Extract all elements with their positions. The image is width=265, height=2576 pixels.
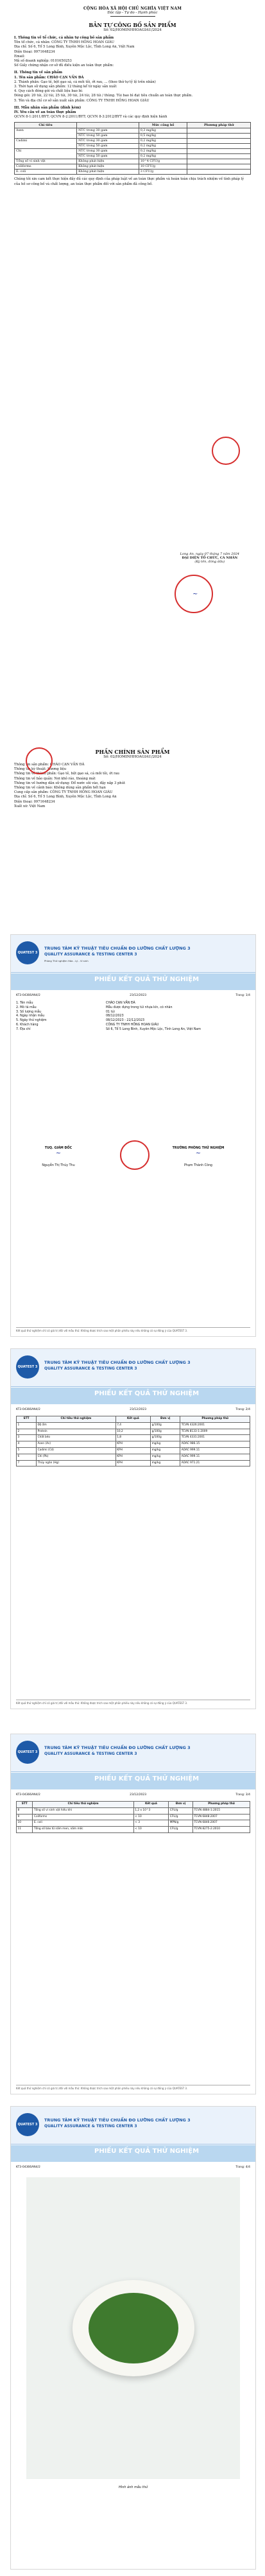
org-line2: QUALITY ASSURANCE & TESTING CENTER 3 xyxy=(44,1366,137,1371)
field-value: CÔNG TY TNHH HỒNG HOAN GIÀU xyxy=(106,1023,159,1027)
results-cell: 11 xyxy=(17,1827,33,1833)
spec-cell: 3 CFU/g xyxy=(139,170,187,175)
report-meta xyxy=(16,1793,250,1797)
spec-cell: 10 CFU/g xyxy=(139,164,187,170)
results-cell: 1 xyxy=(17,1422,37,1429)
results-cell: KPH xyxy=(115,1454,150,1460)
spec-cell: 0,3 mg/kg xyxy=(139,128,187,134)
spec-cell: NTC trong 30 gam xyxy=(77,149,139,154)
product-info-line: Điện thoại: 0971648234 xyxy=(14,799,55,804)
report-meta xyxy=(16,1408,250,1411)
field-label: 5. Ngày thử nghiệm xyxy=(16,1019,47,1023)
report-footer: Kết quả thử nghiệm chỉ có giá trị đối với mẫu thử. Không được trích sao một phần phiếu này nếu không có sự đồng ý của QUATEST 3. xyxy=(16,2085,250,2090)
report-date: 23/12/2023 xyxy=(130,994,147,997)
spec-cell: NTC trong 50 gam xyxy=(77,134,139,139)
photo-caption: Hình ảnh mẫu thử xyxy=(118,2485,148,2489)
section-ii: II. Thông tin về sản phẩm xyxy=(14,71,62,75)
spec-row xyxy=(15,149,251,154)
product-info-line: Thông tin về hướng dẫn sử dụng: Đổ nước sôi vào, đậy nắp 3 phút xyxy=(14,781,126,785)
spec-cell xyxy=(187,128,251,134)
spec-cell: Không phát hiện xyxy=(77,159,139,164)
field-label: 1. Tên mẫu xyxy=(16,1002,33,1005)
national-header: CỘNG HÒA XÃ HỘI CHỦ NGHĨA VIỆT NAM xyxy=(83,6,182,11)
results-cell: KPH xyxy=(115,1441,150,1448)
results-header: STT xyxy=(17,1416,37,1423)
results-row xyxy=(17,1422,250,1429)
report-meta xyxy=(16,2166,250,2169)
spec-cell: NTC trong 50 gam xyxy=(77,154,139,159)
org-line1: TRUNG TÂM KỸ THUẬT TIÊU CHUẨN ĐO LƯỜNG CHẤT LƯỢNG 3 xyxy=(44,2118,191,2123)
spec-header: Mức công bố xyxy=(139,123,187,128)
report-header xyxy=(11,935,255,973)
org-line2: QUALITY ASSURANCE & TESTING CENTER 3 xyxy=(44,1752,137,1756)
results-cell: CFU/g xyxy=(169,1814,193,1820)
signer-sub: (Ký tên, đóng dấu) xyxy=(194,560,225,564)
results-header: Phương pháp thử xyxy=(180,1416,250,1423)
spec-cell: NTC trong 30 gam xyxy=(77,128,139,134)
results-cell: E. coli xyxy=(33,1820,133,1827)
lab-seal xyxy=(120,1140,150,1170)
field-value: 01 túi xyxy=(106,1010,115,1014)
results-cell: < 10 xyxy=(133,1814,168,1820)
org-line1: TRUNG TÂM KỸ THUẬT TIÊU CHUẨN ĐO LƯỜNG CHẤT LƯỢNG 3 xyxy=(44,1360,191,1365)
spec-row xyxy=(15,170,251,175)
cert-no: Số Giấy chứng nhận cơ sở đủ điều kiện an toàn thực phẩm: xyxy=(14,64,114,68)
origin: 5. Tên và địa chỉ cơ sở sản xuất sản phẩm: CÔNG TY TNHH HỒNG HOAN GIÀU xyxy=(14,98,150,103)
signature: ~ xyxy=(192,591,198,598)
product-info-title: PHẦN CHÍNH SẢN PHẨM xyxy=(95,749,170,755)
spec-group: Chì xyxy=(15,149,77,159)
field-label: 4. Ngày nhận mẫu xyxy=(16,1014,45,1018)
report-no: KT3-04366AN4/2 xyxy=(16,2166,40,2169)
report-no: KT3-04366AN4/2 xyxy=(16,994,40,997)
spec-cell xyxy=(187,149,251,154)
product-info-line: Thông tin về bảo quản: Nơi khô ráo, thoáng mát xyxy=(14,776,96,781)
results-cell: Asen (As) xyxy=(37,1441,116,1448)
field-value: 08/12/2023 - 22/12/2023 xyxy=(106,1019,145,1023)
results-cell: < 3 xyxy=(133,1820,168,1827)
right-sign-name: Phạm Thành Công xyxy=(184,1164,212,1167)
seal-small xyxy=(26,747,53,774)
spec-cell xyxy=(187,170,251,175)
document-number: Số: 02/HOMINHHOAGIAU/2024 xyxy=(103,28,162,32)
results-cell: 7,4 xyxy=(115,1422,150,1429)
spec-table xyxy=(14,122,251,175)
results-cell: < 10 xyxy=(133,1827,168,1833)
report-field-row xyxy=(16,1019,250,1023)
report-field-row xyxy=(16,1011,250,1015)
results-table xyxy=(16,1416,250,1466)
spec-cell xyxy=(187,144,251,149)
report-meta xyxy=(16,994,250,997)
field-value: 08/12/2023 xyxy=(106,1014,124,1018)
results-cell: AOAC 999.11 xyxy=(180,1454,250,1460)
report-header xyxy=(11,2107,255,2145)
quatest-logo: QUATEST 3 xyxy=(16,2113,39,2136)
spec-row xyxy=(15,164,251,170)
results-cell: TCVN 6848:2007 xyxy=(193,1814,250,1820)
spec-row xyxy=(15,128,251,134)
quatest-logo: QUATEST 3 xyxy=(16,1741,39,1764)
org-address: Địa chỉ: Số 6, Tổ 5 Long Bình, Xuyên Mộc Lộc, Tỉnh Long An, Việt Nam xyxy=(14,45,135,49)
results-cell: AOAC 999.11 xyxy=(180,1447,250,1454)
results-row xyxy=(17,1429,250,1435)
results-row xyxy=(17,1441,250,1448)
results-cell: Chì (Pb) xyxy=(37,1454,116,1460)
results-row xyxy=(17,1827,250,1833)
field-value: Số 6, Tổ 5 Long Bình, Xuyên Mộc Lộc, Tỉnh Long An, Việt Nam xyxy=(106,1027,201,1031)
spec-cell: NTC trong 30 gam xyxy=(77,139,139,144)
results-cell: 5 xyxy=(17,1447,37,1454)
results-cell: MPN/g xyxy=(169,1820,193,1827)
packaging-detail: Đóng gói: 20 túi, 22 túi, 25 túi, 30 túi, 24 túi, 28 túi / thùng. Túi bao bì đạt tiêu chuẩn an toàn thực phẩm. xyxy=(14,94,193,98)
right-signature-mark: ~ xyxy=(195,1150,201,1157)
spec-header: Chỉ tiêu xyxy=(15,123,77,128)
spec-group: Coliforms xyxy=(15,164,77,170)
left-sign-title: TUQ. GIÁM ĐỐC xyxy=(44,1147,73,1150)
results-header: STT xyxy=(17,1802,33,1808)
left-sign-name: Nguyễn Thị Thúy Thu xyxy=(42,1164,75,1167)
results-header: Đơn vị xyxy=(169,1802,193,1808)
report-date: 23/12/2023 xyxy=(130,1408,147,1411)
results-cell: CFU/g xyxy=(169,1807,193,1814)
packaging: 4. Quy cách đóng gói và chất liệu bao bì: xyxy=(14,89,83,94)
spec-cell xyxy=(187,139,251,144)
results-cell: Chất béo xyxy=(37,1435,116,1441)
results-cell: TCVN 4331:2001 xyxy=(180,1435,250,1441)
spec-cell: 0,2 mg/kg xyxy=(139,149,187,154)
report-fields xyxy=(16,1002,250,1032)
field-value: Mẫu được đựng trong túi nhựa kín, có nhãn xyxy=(106,1005,173,1009)
standard-note: QCVN 8-1:2011/BYT; QCVN 8-2:2011/BYT; QCVN 8-3:2012/BYT và các quy định hiện hành xyxy=(14,115,167,119)
results-row xyxy=(17,1454,250,1460)
results-cell: mg/kg xyxy=(151,1441,180,1448)
field-label: 7. Địa chỉ xyxy=(16,1027,31,1031)
spec-group: E. coli xyxy=(15,170,77,175)
spec-cell: 0,5 mg/kg xyxy=(139,134,187,139)
report-no: KT3-04366AN4/2 xyxy=(16,1408,40,1411)
product-info-number: Số: 02/HOMINHHOAGIAU/2024 xyxy=(103,755,162,759)
results-cell: 4 xyxy=(17,1441,37,1448)
product-name: 1. Tên sản phẩm: CHÁO CẠN VẦN ĐÀ xyxy=(14,75,84,80)
org-reg-code: Mã số doanh nghiệp: 0101650253 xyxy=(14,59,72,64)
report-title-vi: PHIẾU KẾT QUẢ THỬ NGHIỆM xyxy=(94,976,200,983)
results-cell: 10 xyxy=(17,1820,33,1827)
results-cell: Protein xyxy=(37,1429,116,1435)
results-cell: 1,2 x 10^3 xyxy=(133,1807,168,1814)
spec-header xyxy=(77,123,139,128)
test-report-page-1 xyxy=(10,934,256,1337)
field-label: 2. Mô tả mẫu xyxy=(16,1005,37,1009)
results-cell: KPH xyxy=(115,1447,150,1454)
results-cell: TCVN 8133-1:2009 xyxy=(180,1429,250,1435)
spec-group: Cadimi xyxy=(15,139,77,149)
org-line2: QUALITY ASSURANCE & TESTING CENTER 3 xyxy=(44,2124,137,2128)
results-row xyxy=(17,1807,250,1814)
side-seal xyxy=(212,437,240,465)
results-row xyxy=(17,1820,250,1827)
report-field-row xyxy=(16,1002,250,1006)
soup-image xyxy=(89,2293,178,2363)
spec-cell: 0,2 mg/kg xyxy=(139,154,187,159)
spec-group: Asen xyxy=(15,128,77,139)
test-report-page-3 xyxy=(10,1734,256,2094)
commitment: Chúng tôi xin cam kết thực hiện đầy đủ các quy định của pháp luật về an toàn thực phẩm và hoàn toàn chịu trách nhiệm về tính pháp lý của hồ sơ công bố và chất lượng, an toàn thực phẩm đối với sản phẩm đã công bố. xyxy=(14,177,244,186)
results-cell: 6 xyxy=(17,1454,37,1460)
org-phone: Điện thoại: 0971648234 xyxy=(14,49,55,54)
results-cell: Coliforms xyxy=(33,1814,133,1820)
section-iv: IV. Yêu cầu về an toàn thực phẩm xyxy=(14,110,76,115)
results-header: Kết quả xyxy=(115,1416,150,1423)
org-line1: TRUNG TÂM KỸ THUẬT TIÊU CHUẨN ĐO LƯỜNG CHẤT LƯỢNG 3 xyxy=(44,1745,191,1750)
place-date: Long An, ngày 07 tháng 7 năm 2024 xyxy=(180,552,239,556)
results-cell: Tổng số vi sinh vật hiếu khí xyxy=(33,1807,133,1814)
report-header xyxy=(11,1349,255,1387)
section-iii: III. Mẫu nhãn sản phẩm (đính kèm) xyxy=(14,105,81,110)
product-info-line: Thông tin kỹ thuật: Hương liệu xyxy=(14,767,67,772)
test-report-page-2 xyxy=(10,1348,256,1709)
results-cell: mg/kg xyxy=(151,1447,180,1454)
declaration-page xyxy=(0,0,265,745)
document-title: BẢN TỰ CÔNG BỐ SẢN PHẨM xyxy=(89,22,176,28)
report-page: Trang: 2/4 xyxy=(235,1408,250,1411)
left-signature xyxy=(20,1147,97,1167)
org-email: Email: xyxy=(14,54,25,58)
signer-title: ĐẠI DIỆN TỔ CHỨC, CÁ NHÂN xyxy=(182,556,238,560)
results-cell: Tổng số bào tử nấm men, nấm mốc xyxy=(33,1827,133,1833)
spec-cell: 10^4 CFU/g xyxy=(139,159,187,164)
org-line1: TRUNG TÂM KỸ THUẬT TIÊU CHUẨN ĐO LƯỜNG CHẤT LƯỢNG 3 xyxy=(44,946,191,951)
report-page: Trang: 4/4 xyxy=(235,2166,250,2169)
results-cell: 7 xyxy=(17,1460,37,1466)
results-cell: 9 xyxy=(17,1814,33,1820)
results-cell: TCVN 4326:2001 xyxy=(180,1422,250,1429)
results-cell: mg/kg xyxy=(151,1460,180,1466)
report-page: Trang: 1/4 xyxy=(235,994,250,997)
results-cell: Thủy ngân (Hg) xyxy=(37,1460,116,1466)
results-cell: Cadimi (Cd) xyxy=(37,1447,116,1454)
spec-cell: Không phát hiện xyxy=(77,164,139,170)
results-header: Kết quả xyxy=(133,1802,168,1808)
results-cell: TCVN 8275-2:2010 xyxy=(193,1827,250,1833)
results-cell: mg/kg xyxy=(151,1454,180,1460)
results-row xyxy=(17,1435,250,1441)
results-header: Đơn vị xyxy=(151,1416,180,1423)
results-cell: g/100g xyxy=(151,1429,180,1435)
results-cell: AOAC 986.15 xyxy=(180,1441,250,1448)
spec-group: Tổng số vi sinh vật xyxy=(15,159,77,164)
spec-cell xyxy=(187,154,251,159)
results-row xyxy=(17,1460,250,1466)
spec-header: Phương pháp thử xyxy=(187,123,251,128)
spec-cell xyxy=(187,134,251,139)
bowl-image xyxy=(73,2280,194,2376)
product-info-line: Địa chỉ: Số 6, Tổ 5 Long Bình, Xuyên Mộc Lộc, Tỉnh Long An xyxy=(14,795,117,799)
results-table xyxy=(16,1801,250,1833)
results-cell: Độ ẩm xyxy=(37,1422,116,1429)
motto: Độc lập - Tự do - Hạnh phúc xyxy=(107,11,158,15)
report-title-vi: PHIẾU KẾT QUẢ THỬ NGHIỆM xyxy=(94,1775,200,1782)
spec-row xyxy=(15,159,251,164)
product-info-line: Thông tin sản phẩm: CHÁO CẠN VẦN ĐÀ xyxy=(14,763,85,767)
results-header: Chỉ tiêu thử nghiệm xyxy=(33,1802,133,1808)
section-i: I. Thông tin về tổ chức, cá nhân tự công bố sản phẩm xyxy=(14,36,114,40)
results-cell: KPH xyxy=(115,1460,150,1466)
test-report-page-4 xyxy=(10,2106,256,2570)
org-line2: QUALITY ASSURANCE & TESTING CENTER 3 xyxy=(44,952,137,957)
results-cell: TCVN 4884-1:2015 xyxy=(193,1807,250,1814)
report-title-vi: PHIẾU KẾT QUẢ THỬ NGHIỆM xyxy=(94,2148,200,2155)
results-row xyxy=(17,1447,250,1454)
spec-cell: NTC trong 50 gam xyxy=(77,144,139,149)
results-cell: g/100g xyxy=(151,1422,180,1429)
spec-cell: Không phát hiện xyxy=(77,170,139,175)
report-field-row xyxy=(16,1023,250,1028)
report-page: Trang: 3/4 xyxy=(235,1793,250,1797)
org-name: Tên tổ chức, cá nhân: CÔNG TY TNHH HỒNG HOAN GIÀU xyxy=(14,40,115,45)
results-container xyxy=(16,1416,250,1466)
results-row xyxy=(17,1814,250,1820)
report-field-row xyxy=(16,1006,250,1011)
results-cell: 10,2 xyxy=(115,1429,150,1435)
field-label: 3. Số lượng mẫu xyxy=(16,1010,42,1014)
report-title-vi: PHIẾU KẾT QUẢ THỬ NGHIỆM xyxy=(94,1390,200,1397)
results-container xyxy=(16,1801,250,1833)
results-cell: CFU/g xyxy=(169,1827,193,1833)
field-label: 6. Khách hàng xyxy=(16,1023,38,1027)
spec-cell xyxy=(187,159,251,164)
results-cell: AOAC 971.21 xyxy=(180,1460,250,1466)
quatest-logo: QUATEST 3 xyxy=(16,941,39,964)
quatest-logo: QUATEST 3 xyxy=(16,1355,39,1379)
divider xyxy=(110,16,155,17)
spec-row xyxy=(15,139,251,144)
spec-cell xyxy=(187,164,251,170)
sample-photo xyxy=(26,2177,240,2479)
product-info-line: Xuất xứ: Việt Nam xyxy=(14,804,46,808)
results-cell: g/100g xyxy=(151,1435,180,1441)
shelf-life: 3. Thời hạn sử dụng sản phẩm: 12 tháng kể từ ngày sản xuất xyxy=(14,85,117,89)
results-cell: 1,8 xyxy=(115,1435,150,1441)
results-cell: 2 xyxy=(17,1429,37,1435)
results-cell: TCVN 6846:2007 xyxy=(193,1820,250,1827)
spec-cell: 0,2 mg/kg xyxy=(139,139,187,144)
product-info-page xyxy=(0,745,265,918)
org-address: Phòng Thử nghiệm Hóa - Lý - Vi sinh xyxy=(44,959,89,962)
report-date: 23/12/2023 xyxy=(130,1793,147,1797)
results-cell: 3 xyxy=(17,1435,37,1441)
ingredients: 2. Thành phần: Gạo tẻ, bột gạo sá, cá mồi tỏi, ớt rau, ... (theo thứ tự tỷ lệ trên nhãn) xyxy=(14,80,156,84)
right-sign-title: TRƯỞNG PHÒNG THỬ NGHIỆM xyxy=(172,1147,225,1150)
product-info-line: Thông tin về thành phần: Gạo tẻ, bột gạo sá, cá mồi tỏi, ớt rau xyxy=(14,772,120,776)
right-signature xyxy=(150,1147,246,1167)
report-footer: Kết quả thử nghiệm chỉ có giá trị đối với mẫu thử. Không được trích sao một phần phiếu này nếu không có sự đồng ý của QUATEST 3. xyxy=(16,1327,250,1332)
results-cell: 8 xyxy=(17,1807,33,1814)
product-info-line: Thông tin về cảnh báo: Không dùng sản phẩm hết hạn xyxy=(14,786,106,790)
signature-block xyxy=(180,552,239,564)
report-no: KT3-04366AN4/2 xyxy=(16,1793,40,1797)
product-info-line: Cung cấp sản phẩm: CÔNG TY TNHH HỒNG HOAN GIÀU xyxy=(14,790,113,795)
results-header: Chỉ tiêu thử nghiệm xyxy=(37,1416,116,1423)
results-header: Phương pháp thử xyxy=(193,1802,250,1808)
field-value: CHÁO CẠN VẦN ĐÀ xyxy=(106,1002,135,1005)
report-field-row xyxy=(16,1028,250,1032)
left-signature-mark: ~ xyxy=(55,1150,62,1157)
report-header xyxy=(11,1734,255,1772)
report-footer: Kết quả thử nghiệm chỉ có giá trị đối với mẫu thử. Không được trích sao một phần phiếu này nếu không có sự đồng ý của QUATEST 3. xyxy=(16,1700,250,1705)
spec-cell: 0,2 mg/kg xyxy=(139,144,187,149)
